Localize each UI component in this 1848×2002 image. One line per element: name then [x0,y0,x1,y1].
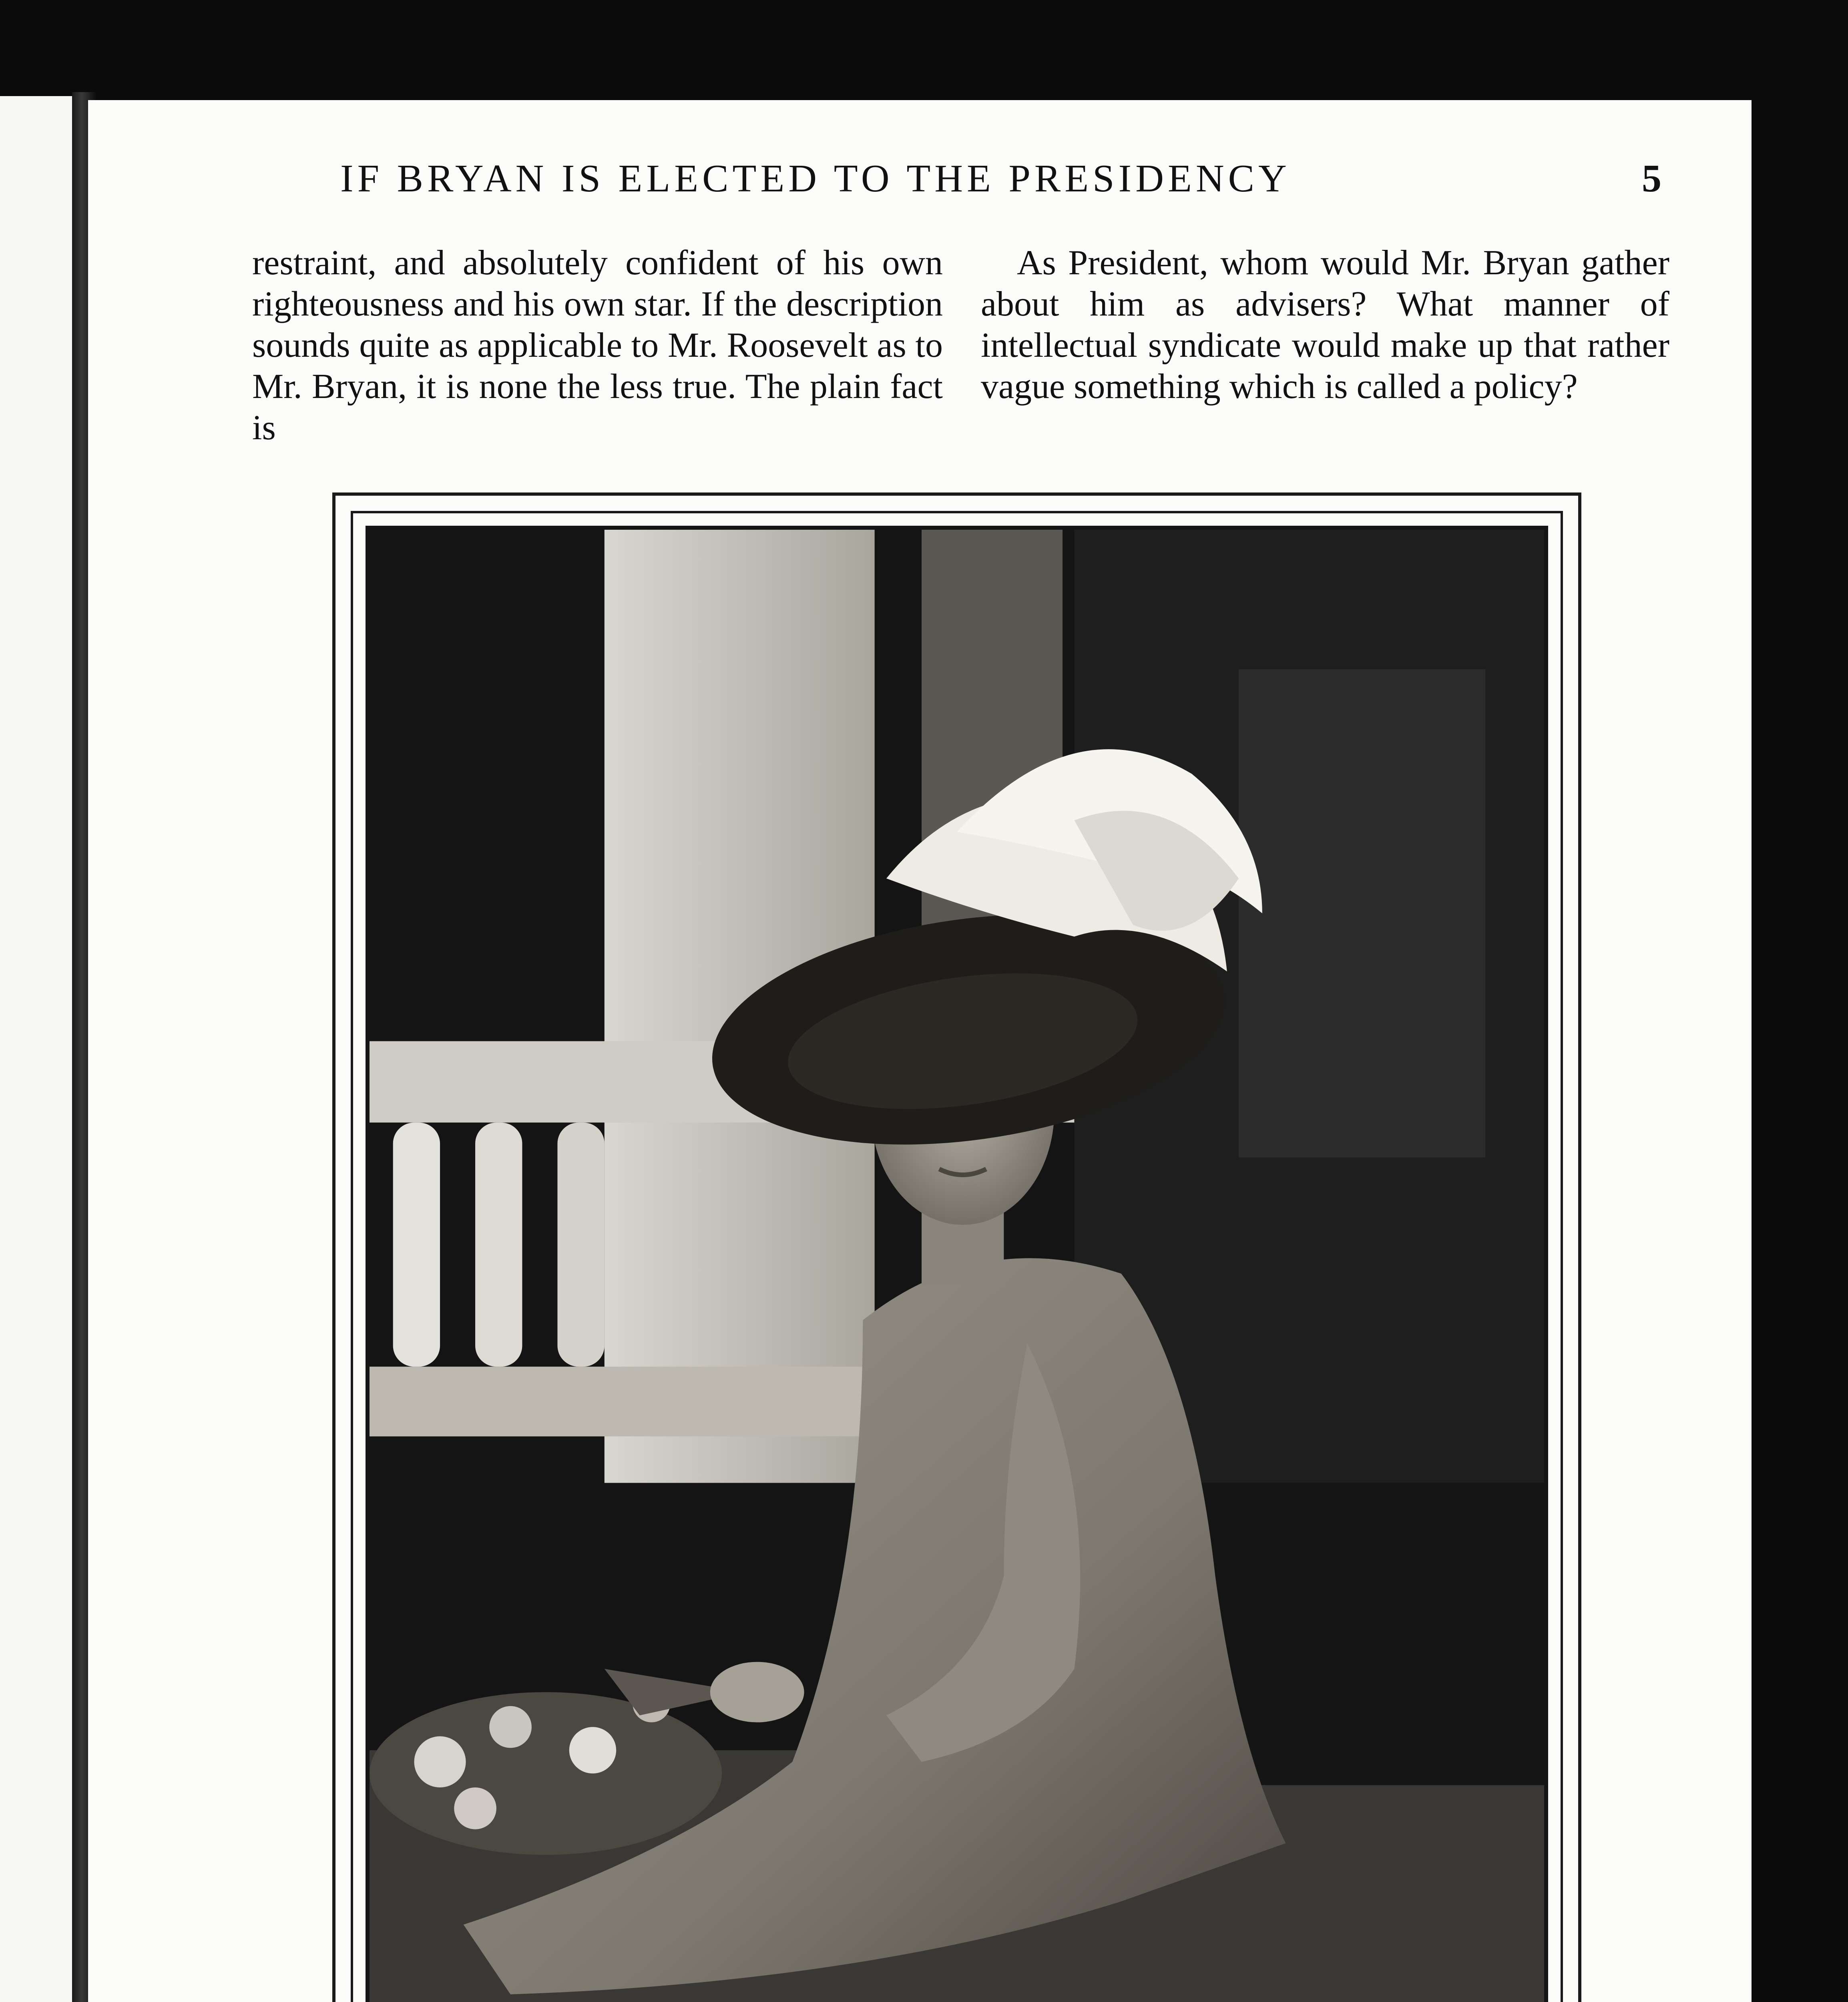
running-header [340,156,1661,201]
top-left-column [252,242,943,448]
paragraph: As President, whom would Mr. Bryan gather about him as advisers? What manner of intellectual syndicate would make up that rather vague something which is called a policy? [981,243,1669,406]
top-right-column [981,242,1669,407]
portrait-photograph [366,526,1548,2002]
left-page-edge [0,96,72,2002]
page-number: 5 [1642,157,1661,200]
photo-frame [332,492,1581,2002]
running-title: IF BRYAN IS ELECTED TO THE PRESIDENCY [340,157,1291,200]
paragraph: restraint, and absolutely confident of his own righteousness and his own star. If the description sounds quite as applicable to Mr. Roosevelt as to Mr. Bryan, it is none the less true. The plain fact is [252,243,943,447]
portrait-illustration-icon [370,530,1544,2002]
